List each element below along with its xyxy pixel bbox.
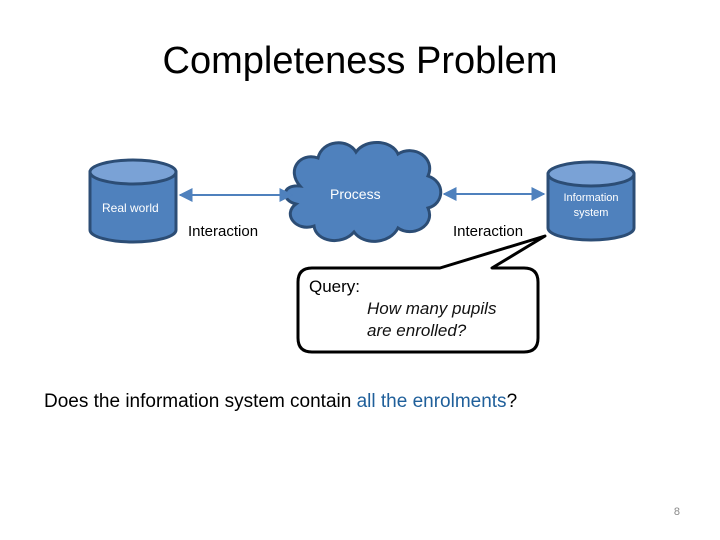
page-number: 8: [673, 506, 680, 518]
real-world-label: Real world: [102, 201, 159, 215]
information-system-label-line2: system: [573, 207, 609, 219]
information-system-label: [548, 191, 634, 221]
query-line-1: How many pupils: [367, 299, 497, 318]
question-text: [44, 391, 517, 413]
process-label: Process: [330, 186, 381, 202]
question-suffix: ?: [506, 391, 518, 412]
query-label: Query:: [309, 277, 361, 296]
interaction-right-label: Interaction: [453, 223, 524, 240]
question-prefix: Does the information system contain: [44, 391, 357, 412]
query-text: [309, 276, 496, 342]
slide-title: Completeness Problem: [162, 40, 558, 82]
interaction-left-label: Interaction: [188, 223, 259, 240]
information-system-label-line1: Information: [563, 192, 619, 204]
question-highlight: all the enrolments: [356, 391, 507, 412]
query-line-2: are enrolled?: [367, 321, 467, 340]
